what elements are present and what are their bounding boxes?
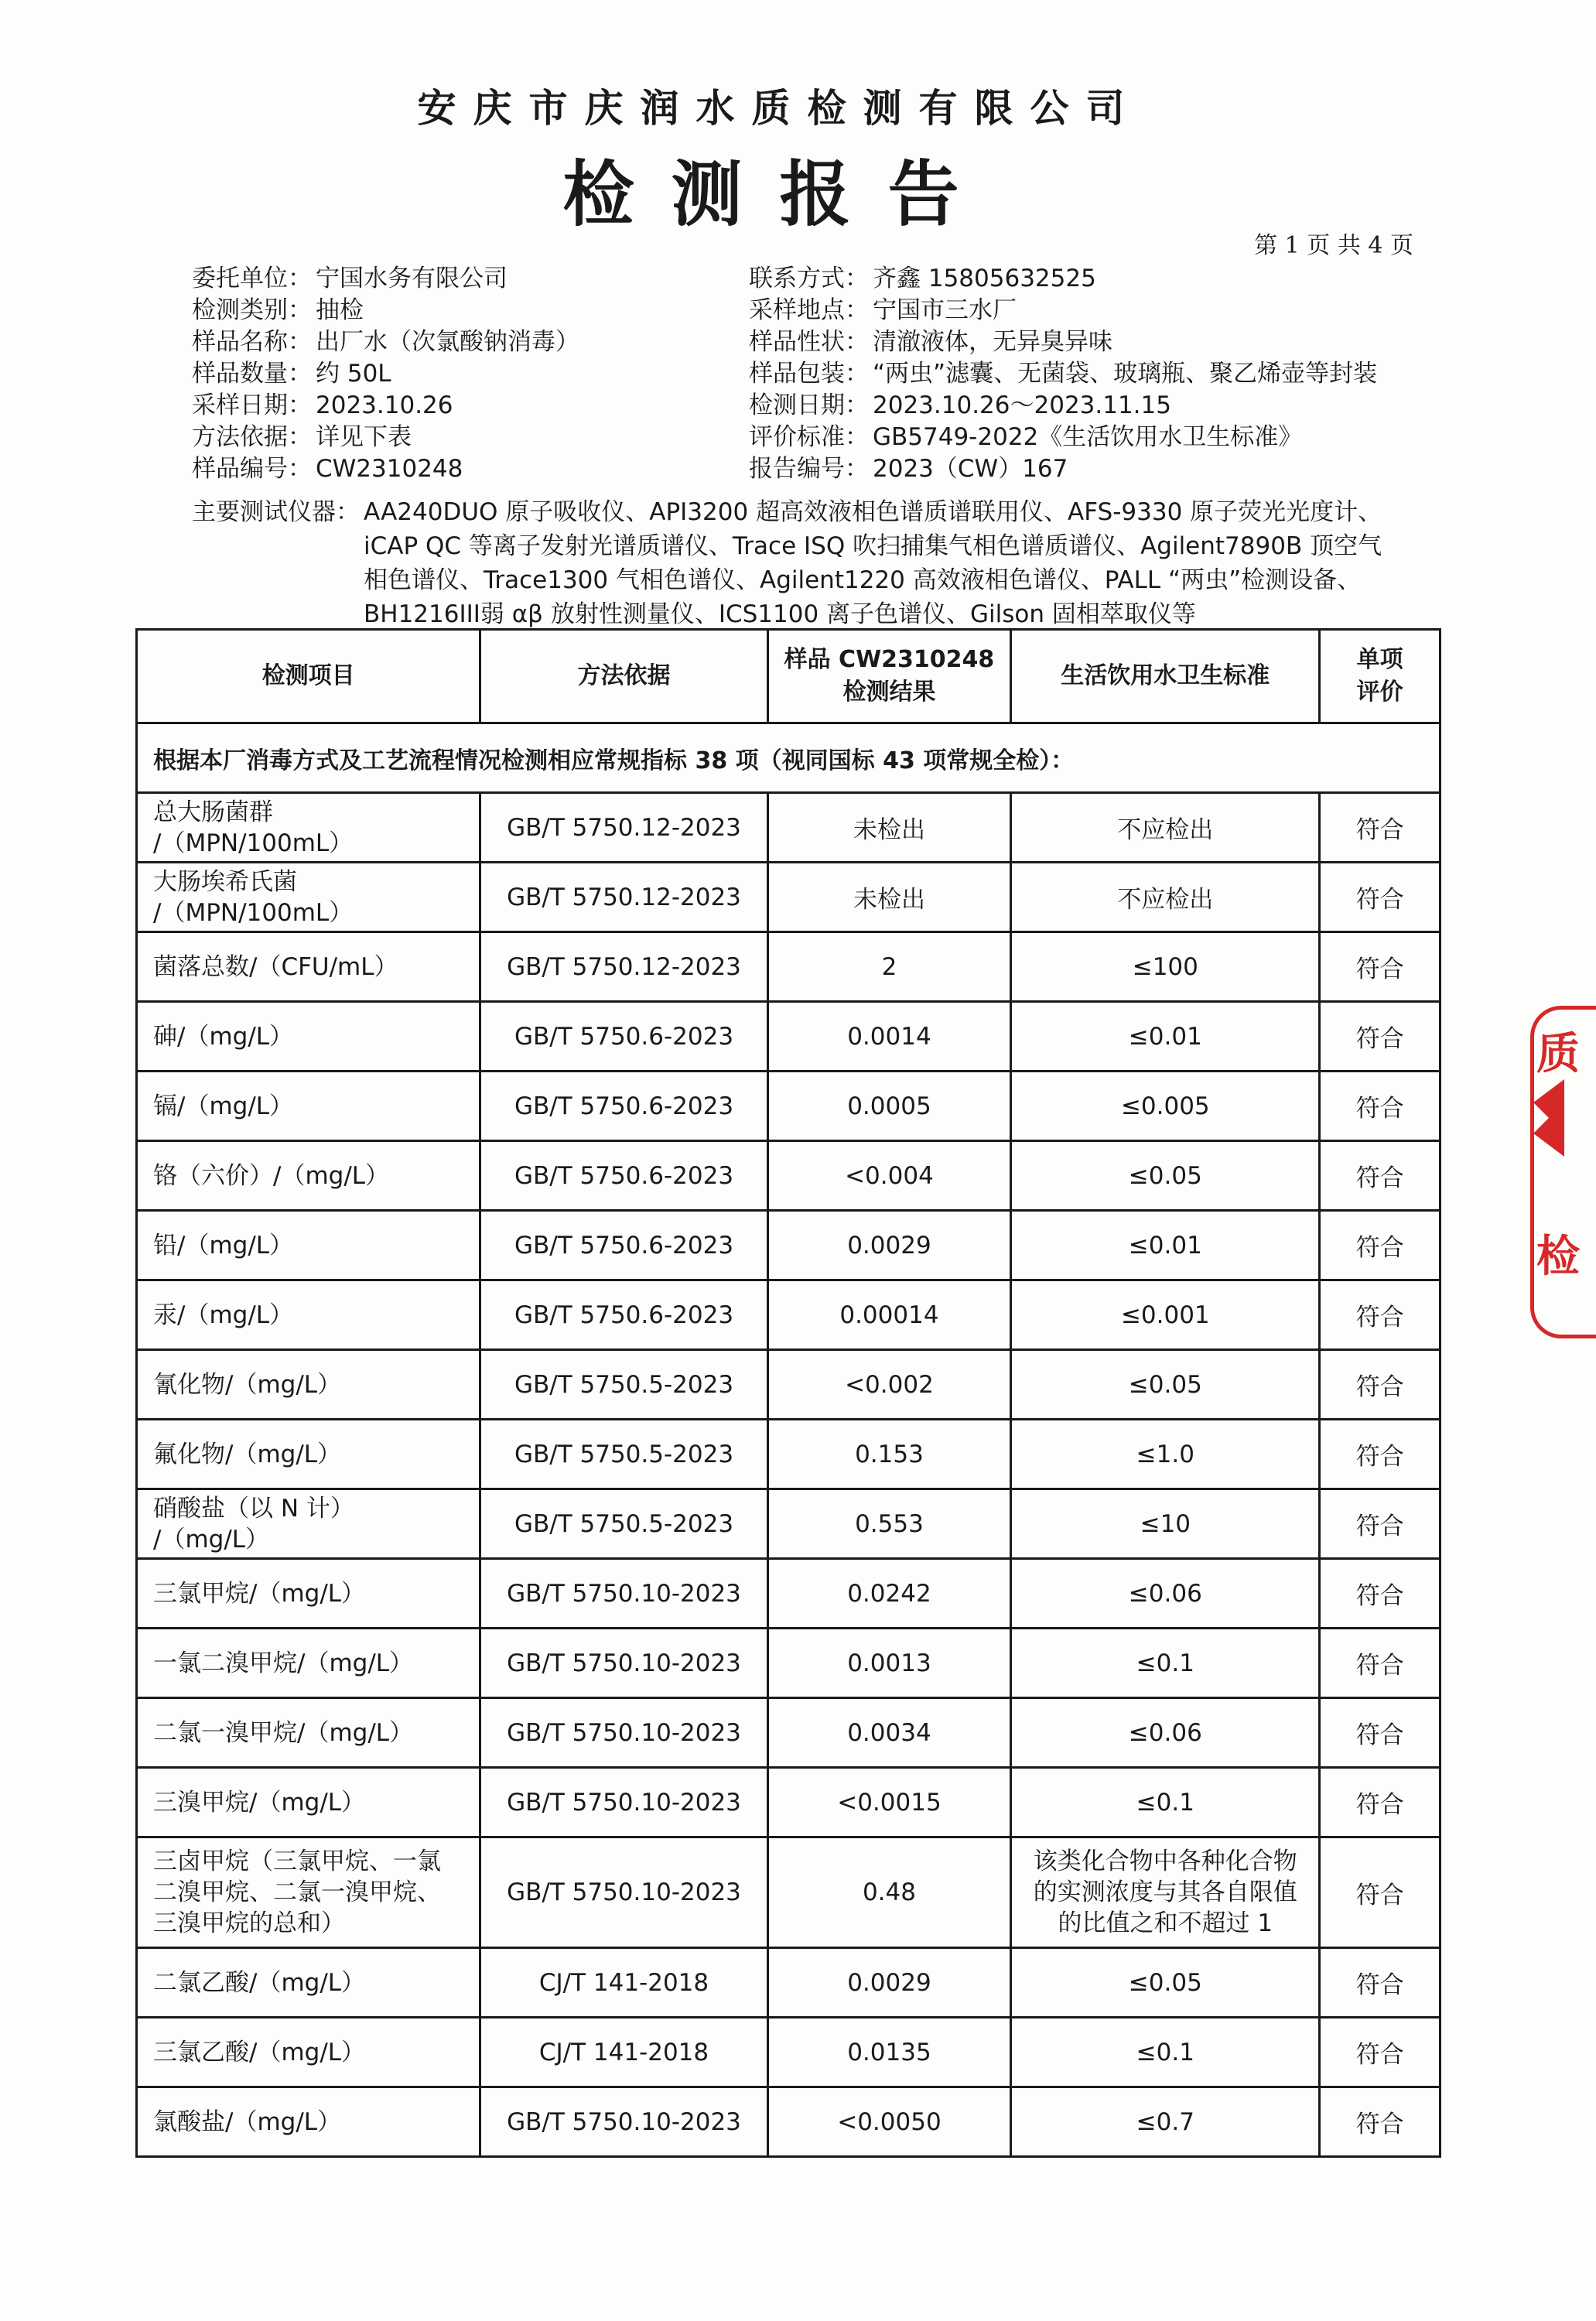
table-row: 镉/（mg/L） GB/T 5750.6-2023 0.0005 ≤0.005 符合 (137, 1072, 1441, 1141)
table-row: 一氯二溴甲烷/（mg/L） GB/T 5750.10-2023 0.0013 ≤0.1 符合 (137, 1629, 1441, 1698)
company-name: 安庆市庆润水质检测有限公司 (417, 85, 1142, 131)
table-row: 菌落总数/（CFU/mL） GB/T 5750.12-2023 2 ≤100 符合 (137, 932, 1441, 1002)
table-row: 总大肠菌群 /（MPN/100mL） GB/T 5750.12-2023 未检出 不应检出 符合 (137, 793, 1441, 863)
instruments-list: AA240DUO 原子吸收仪、API3200 超高效液相色谱质谱联用仪、AFS-9330 原子荧光光度计、iCAP QC 等离子发射光谱质谱仪、Trace ISQ 吹扫捕集气相色谱质谱仪、Agilent7890B 顶空气相色谱仪、Trace1300 气相色谱仪、Agilent1220 高效液相色谱仪、PALL “两虫”检测设备、BH1216III弱 αβ 放射性测量仪、ICS1100 离子色谱仪、Gilson 固相萃取仪等 (364, 498, 1382, 628)
header-item: 检测项目 (137, 630, 480, 723)
table-row: 氯酸盐/（mg/L） GB/T 5750.10-2023 <0.0050 ≤0.7 符合 (137, 2087, 1441, 2157)
info-report-number: 报告编号： 2023（CW）167 (749, 455, 1068, 483)
table-row: 汞/（mg/L） GB/T 5750.6-2023 0.00014 ≤0.001 符合 (137, 1280, 1441, 1350)
info-contact: 联系方式： 齐鑫 15805632525 (749, 265, 1096, 292)
table-row: 三溴甲烷/（mg/L） GB/T 5750.10-2023 <0.0015 ≤0.1 符合 (137, 1768, 1441, 1837)
table-note: 根据本厂消毒方式及工艺流程情况检测相应常规指标 38 项（视同国标 43 项常规全检）： (137, 723, 1441, 793)
table-row: 二氯乙酸/（mg/L） CJ/T 141-2018 0.0029 ≤0.05 符合 (137, 1948, 1441, 2018)
seal-char-bottom: 检 (1536, 1231, 1580, 1282)
info-sampling-location: 采样地点： 宁国市三水厂 (749, 296, 1017, 324)
info-sample-packaging: 样品包装： “两虫”滤囊、无菌袋、玻璃瓶、聚乙烯壶等封装 (749, 360, 1378, 388)
page-number: 第 1 页 共 4 页 (1254, 232, 1413, 259)
table-header-row (137, 630, 1441, 723)
info-evaluation-standard: 评价标准： GB5749-2022《生活饮用水卫生标准》 (749, 423, 1303, 451)
table-row: 三氯乙酸/（mg/L） CJ/T 141-2018 0.0135 ≤0.1 符合 (137, 2018, 1441, 2087)
table-note-row (137, 723, 1441, 793)
info-test-type: 检测类别： 抽检 (192, 296, 364, 324)
info-sample-name: 样品名称： 出厂水（次氯酸钠消毒） (192, 328, 579, 356)
info-client: 委托单位： 宁国水务有限公司 (192, 265, 508, 292)
info-sample-quantity: 样品数量： 约 50L (192, 360, 391, 388)
header-method: 方法依据 (480, 630, 767, 723)
table-row: 铅/（mg/L） GB/T 5750.6-2023 0.0029 ≤0.01 符合 (137, 1211, 1441, 1280)
header-evaluation: 单项 评价 (1320, 630, 1441, 723)
info-right-block (749, 263, 1377, 485)
table-row: 三氯甲烷/（mg/L） GB/T 5750.10-2023 0.0242 ≤0.06 符合 (137, 1559, 1441, 1629)
info-sample-state: 样品性状： 清澈液体，无异臭异味 (749, 328, 1112, 356)
header-standard: 生活饮用水卫生标准 (1011, 630, 1320, 723)
table-row: 铬（六价）/（mg/L） GB/T 5750.6-2023 <0.004 ≤0.05 符合 (137, 1141, 1441, 1211)
table-row: 硝酸盐（以 N 计） /（mg/L） GB/T 5750.5-2023 0.553 ≤10 符合 (137, 1489, 1441, 1559)
report-title: 检测报告 (562, 152, 996, 236)
table-row: 大肠埃希氏菌 /（MPN/100mL） GB/T 5750.12-2023 未检出 不应检出 符合 (137, 863, 1441, 932)
results-table (135, 628, 1441, 2158)
table-row: 砷/（mg/L） GB/T 5750.6-2023 0.0014 ≤0.01 符合 (137, 1002, 1441, 1072)
info-sample-id: 样品编号： CW2310248 (192, 455, 463, 483)
info-method-basis: 方法依据： 详见下表 (192, 423, 412, 451)
seal-char-top: 质 (1536, 1028, 1580, 1079)
info-left-block (192, 263, 579, 485)
table-row: 氟化物/（mg/L） GB/T 5750.5-2023 0.153 ≤1.0 符合 (137, 1420, 1441, 1489)
table-row: 氰化物/（mg/L） GB/T 5750.5-2023 <0.002 ≤0.05 符合 (137, 1350, 1441, 1420)
table-row: 三卤甲烷（三氯甲烷、一氯 二溴甲烷、二氯一溴甲烷、 三溴甲烷的总和） GB/T 5750.10-2023 0.48 该类化合物中各种化合物 的实测浓度与其各自限值 的比值之和不超过 1 符合 (137, 1837, 1441, 1948)
table-row: 二氯一溴甲烷/（mg/L） GB/T 5750.10-2023 0.0034 ≤0.06 符合 (137, 1698, 1441, 1768)
instruments-label: 主要测试仪器： (192, 498, 360, 526)
seal-star-icon (1533, 1079, 1564, 1157)
header-result: 样品 CW2310248 检测结果 (767, 630, 1011, 723)
info-test-date: 检测日期： 2023.10.26～2023.11.15 (749, 391, 1171, 419)
info-sampling-date: 采样日期： 2023.10.26 (192, 391, 453, 419)
instruments-block (192, 495, 1414, 631)
